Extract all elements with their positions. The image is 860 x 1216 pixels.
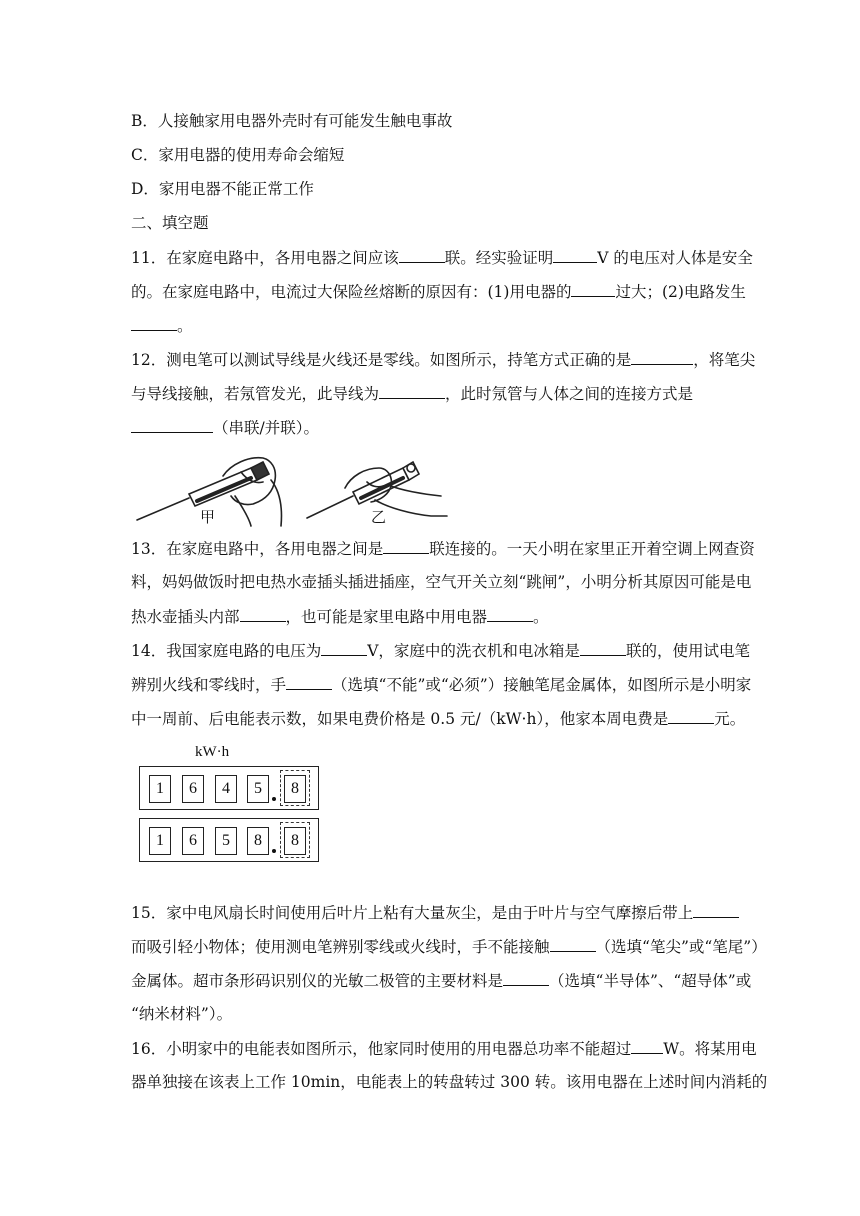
q14-text: 中一周前、后电能表示数，如果电费价格是 0.5 元/（kW·h），他家本周电费是 xyxy=(131,710,669,728)
q15-text: （选填“笔尖”或“笔尾”） xyxy=(595,938,767,956)
q13-text: 联连接的。一天小明在家里正开着空调上网查资 xyxy=(429,540,755,558)
meter-digit: 6 xyxy=(182,775,204,803)
q14-line-1 xyxy=(131,640,750,661)
test-pen-figure xyxy=(131,446,451,528)
meter-reading-after xyxy=(139,818,319,862)
q11-line-1 xyxy=(131,247,753,268)
q11-text: 。 xyxy=(177,317,193,335)
q11-text: 联。经实验证明 xyxy=(444,249,554,267)
q15-line-1 xyxy=(131,902,739,923)
q13-text: ，也可能是家里电路中用电器 xyxy=(285,608,488,626)
answer-blank[interactable] xyxy=(580,640,626,656)
q12-line-3 xyxy=(131,417,319,438)
q16-line-2: 器单独接在该表上工作 10min，电能表上的转盘转过 300 转。该用电器在上述时间内消耗的 xyxy=(131,1073,768,1091)
q14-text: 14．我国家庭电路的电压为 xyxy=(131,642,322,660)
meter-digit: 8 xyxy=(284,827,306,855)
q12-text: 与导线接触，若氖管发光，此导线为 xyxy=(131,385,380,403)
answer-blank[interactable] xyxy=(286,674,332,690)
q16-line-1 xyxy=(131,1038,757,1059)
q14-text: V，家庭中的洗衣机和电冰箱是 xyxy=(367,642,580,660)
meter-digit: 8 xyxy=(284,775,306,803)
q15-text: （选填“半导体”、“超导体”或 xyxy=(549,972,752,990)
q12-text: ，将笔尖 xyxy=(693,351,756,369)
section-title: 二、填空题 xyxy=(131,214,209,232)
q15-line-3 xyxy=(131,970,751,991)
q11-text: V 的电压对人体是安全 xyxy=(597,249,753,267)
answer-blank[interactable] xyxy=(383,538,429,554)
q13-text: 13．在家庭电路中，各用电器之间是 xyxy=(131,540,384,558)
meter-digit: 1 xyxy=(149,827,171,855)
answer-blank[interactable] xyxy=(631,1038,663,1054)
meter-reading-before xyxy=(139,766,319,810)
answer-blank[interactable] xyxy=(668,708,714,724)
q13-line-1 xyxy=(131,538,755,559)
q15-text: 而吸引轻小物体；使用测电笔辨别零线或火线时，手不能接触 xyxy=(131,938,550,956)
q14-line-2 xyxy=(131,674,751,695)
meter-digit: 1 xyxy=(149,775,171,803)
q15-text: 金属体。超市条形码识别仪的光敏二极管的主要材料是 xyxy=(131,972,504,990)
meter-digit: 4 xyxy=(215,775,237,803)
q15-line-4: “纳米材料”）。 xyxy=(131,1005,233,1023)
q14-text: 联的，使用试电笔 xyxy=(625,642,750,660)
answer-blank[interactable] xyxy=(631,349,693,365)
q11-text: 11．在家庭电路中，各用电器之间应该 xyxy=(131,249,399,267)
meter-unit-label: kW·h xyxy=(195,744,230,760)
answer-blank[interactable] xyxy=(571,281,615,297)
answer-blank[interactable] xyxy=(487,606,533,622)
option-b: B．人接触家用电器外壳时有可能发生触电事故 xyxy=(131,112,453,130)
answer-blank[interactable] xyxy=(321,640,367,656)
answer-blank[interactable] xyxy=(240,606,286,622)
q12-text: （串联/并联）。 xyxy=(213,419,319,437)
q16-text: 16．小明家中的电能表如图所示，他家同时使用的用电器总功率不能超过 xyxy=(131,1040,632,1058)
answer-blank[interactable] xyxy=(131,315,177,331)
answer-blank[interactable] xyxy=(550,936,596,952)
q11-text: 的。在家庭电路中，电流过大保险丝熔断的原因有：(1)用电器的 xyxy=(131,283,572,301)
q12-text: 12．测电笔可以测试导线是火线还是零线。如图所示，持笔方式正确的是 xyxy=(131,351,632,369)
q12-line-2 xyxy=(131,383,693,404)
q13-text: 热水壶插头内部 xyxy=(131,608,240,626)
energy-meter-figure xyxy=(139,744,321,854)
answer-blank[interactable] xyxy=(693,902,739,918)
answer-blank[interactable] xyxy=(503,970,549,986)
figure-label-jia: 甲 xyxy=(200,508,216,526)
answer-blank[interactable] xyxy=(379,383,445,399)
q15-text: 15．家中电风扇长时间使用后叶片上粘有大量灰尘，是由于叶片与空气摩擦后带上 xyxy=(131,904,694,922)
decimal-point xyxy=(272,849,276,853)
q14-text: 辨别火线和零线时，手 xyxy=(131,676,287,694)
meter-digit: 5 xyxy=(215,827,237,855)
q14-text: （选填“不能”或“必须”）接触笔尾金属体，如图所示是小明家 xyxy=(332,676,752,694)
decimal-point xyxy=(272,797,276,801)
q12-line-1 xyxy=(131,349,755,370)
q11-line-3 xyxy=(131,315,193,336)
option-d: D．家用电器不能正常工作 xyxy=(131,180,314,198)
meter-digit: 5 xyxy=(247,775,269,803)
meter-digit: 6 xyxy=(182,827,204,855)
test-pen-illustration xyxy=(131,446,451,528)
q14-text: 元。 xyxy=(714,710,746,728)
q12-text: ，此时氖管与人体之间的连接方式是 xyxy=(445,385,694,403)
answer-blank[interactable] xyxy=(399,247,445,263)
q11-text: 过大；(2)电路发生 xyxy=(615,283,746,301)
answer-blank[interactable] xyxy=(553,247,597,263)
q14-line-3 xyxy=(131,708,745,729)
option-c: C．家用电器的使用寿命会缩短 xyxy=(131,146,345,164)
q11-line-2 xyxy=(131,281,746,302)
q13-text: 。 xyxy=(533,608,549,626)
figure-label-yi: 乙 xyxy=(371,508,387,526)
q15-line-2 xyxy=(131,936,767,957)
q16-text: W。将某用电 xyxy=(663,1040,757,1058)
q13-line-3 xyxy=(131,606,549,627)
meter-digit: 8 xyxy=(247,827,269,855)
answer-blank[interactable] xyxy=(131,417,213,433)
q13-line-2: 料，妈妈做饭时把电热水壶插头插进插座，空气开关立刻“跳闸”，小明分析其原因可能是电 xyxy=(131,573,752,591)
